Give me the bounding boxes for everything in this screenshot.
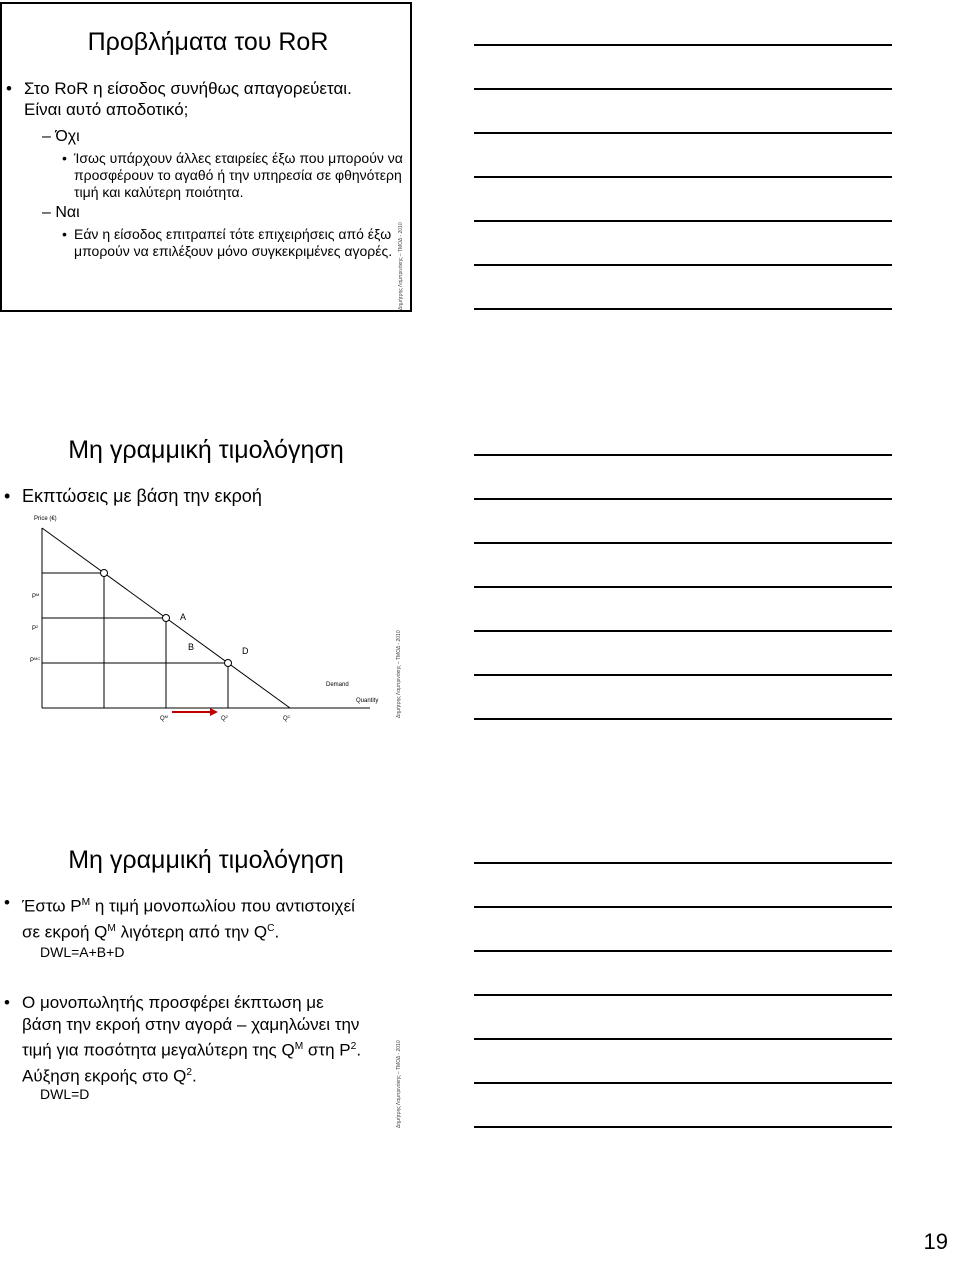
- bullet-monopoly-price: • Έστω $P^M$ η τιμή μονοπωλίου που αντιστοιχεί σε εκροή $Q^M$ λιγότερη από την $Q^C$.: [22, 892, 355, 943]
- watermark: Δημήτρης Λαμπρινάκης – ΤΜΟΔ - 2010: [396, 1040, 402, 1128]
- demand-label: Demand: [326, 682, 349, 688]
- dash-yes: – Ναι: [42, 204, 80, 221]
- area-label-a: A: [180, 612, 187, 622]
- y-tick-pm: $P^M$: [32, 592, 40, 600]
- sub-bullet-no: • Ίσως υπάρχουν άλλες εταιρείες έξω που μπορούν να προσφέρουν το αγαθό ή την υπηρεσία σε φθηνότερη τιμή και καλύτερη ποιότητα.: [74, 150, 403, 201]
- slide-title: Προβλήματα του RoR: [87, 28, 329, 56]
- y-tick-p2: $P^2$: [32, 624, 39, 632]
- watermark: Δημήτρης Λαμπρινάκης – ΤΜΟΔ - 2010: [396, 630, 402, 718]
- area-label-b: B: [188, 642, 195, 652]
- demand-point-0: [101, 570, 108, 577]
- slide-ror-problems: [0, 2, 412, 312]
- demand-point-2: [225, 660, 232, 667]
- y-tick-pmc: $P^{MC}$: [30, 656, 41, 664]
- x-axis-label: Quantity: [356, 698, 379, 704]
- page-number: 19: [923, 1229, 948, 1254]
- area-label-d: D: [242, 646, 249, 656]
- y-axis-label: Price (€): [34, 516, 57, 522]
- dwl-formula-2: DWL=D: [40, 1086, 90, 1102]
- x-tick-qm: $Q^M$: [160, 714, 169, 722]
- x-tick-q2: $Q^2$: [221, 714, 228, 722]
- sub-bullet-yes: • Εάν η είσοδος επιτραπεί τότε επιχειρήσεις από έξω μπορούν να επιλέξουν μόνο συγκεκριμένες αγορές.: [74, 226, 392, 260]
- bullet-entry: • Στο RoR η είσοδος συνήθως απαγορεύεται. Είναι αυτό αποδοτικό;: [24, 78, 352, 120]
- demand-chart: [0, 412, 412, 722]
- slide-title: Μη γραμμική τιμολόγηση: [68, 436, 344, 464]
- arrow-head: [210, 708, 218, 716]
- x-tick-qc: $Q^C$: [283, 714, 291, 722]
- slide-nonlinear-pricing-text: [0, 822, 412, 1132]
- bullet-discount: • Ο μονοπωλητής προσφέρει έκπτωση με βάση την εκροή στην αγορά – χαμηλώνει την τιμή για ποσότητα μεγαλύτερη της $Q^M$ στη $P^2$. Αύξηση εκροής στο $Q^2$.: [22, 992, 361, 1087]
- slide-nonlinear-pricing-chart: [0, 412, 412, 722]
- slide-title: Μη γραμμική τιμολόγηση: [68, 846, 344, 874]
- chart-points: [42, 570, 232, 709]
- bullet-output-discounts: • Εκπτώσεις με βάση την εκροή: [22, 486, 262, 507]
- watermark: Δημήτρης Λαμπρινάκης – ΤΜΟΔ - 2010: [398, 222, 404, 310]
- demand-point-1: [163, 615, 170, 622]
- dash-no: – Όχι: [42, 128, 80, 145]
- dwl-formula-1: DWL=A+B+D: [40, 944, 125, 960]
